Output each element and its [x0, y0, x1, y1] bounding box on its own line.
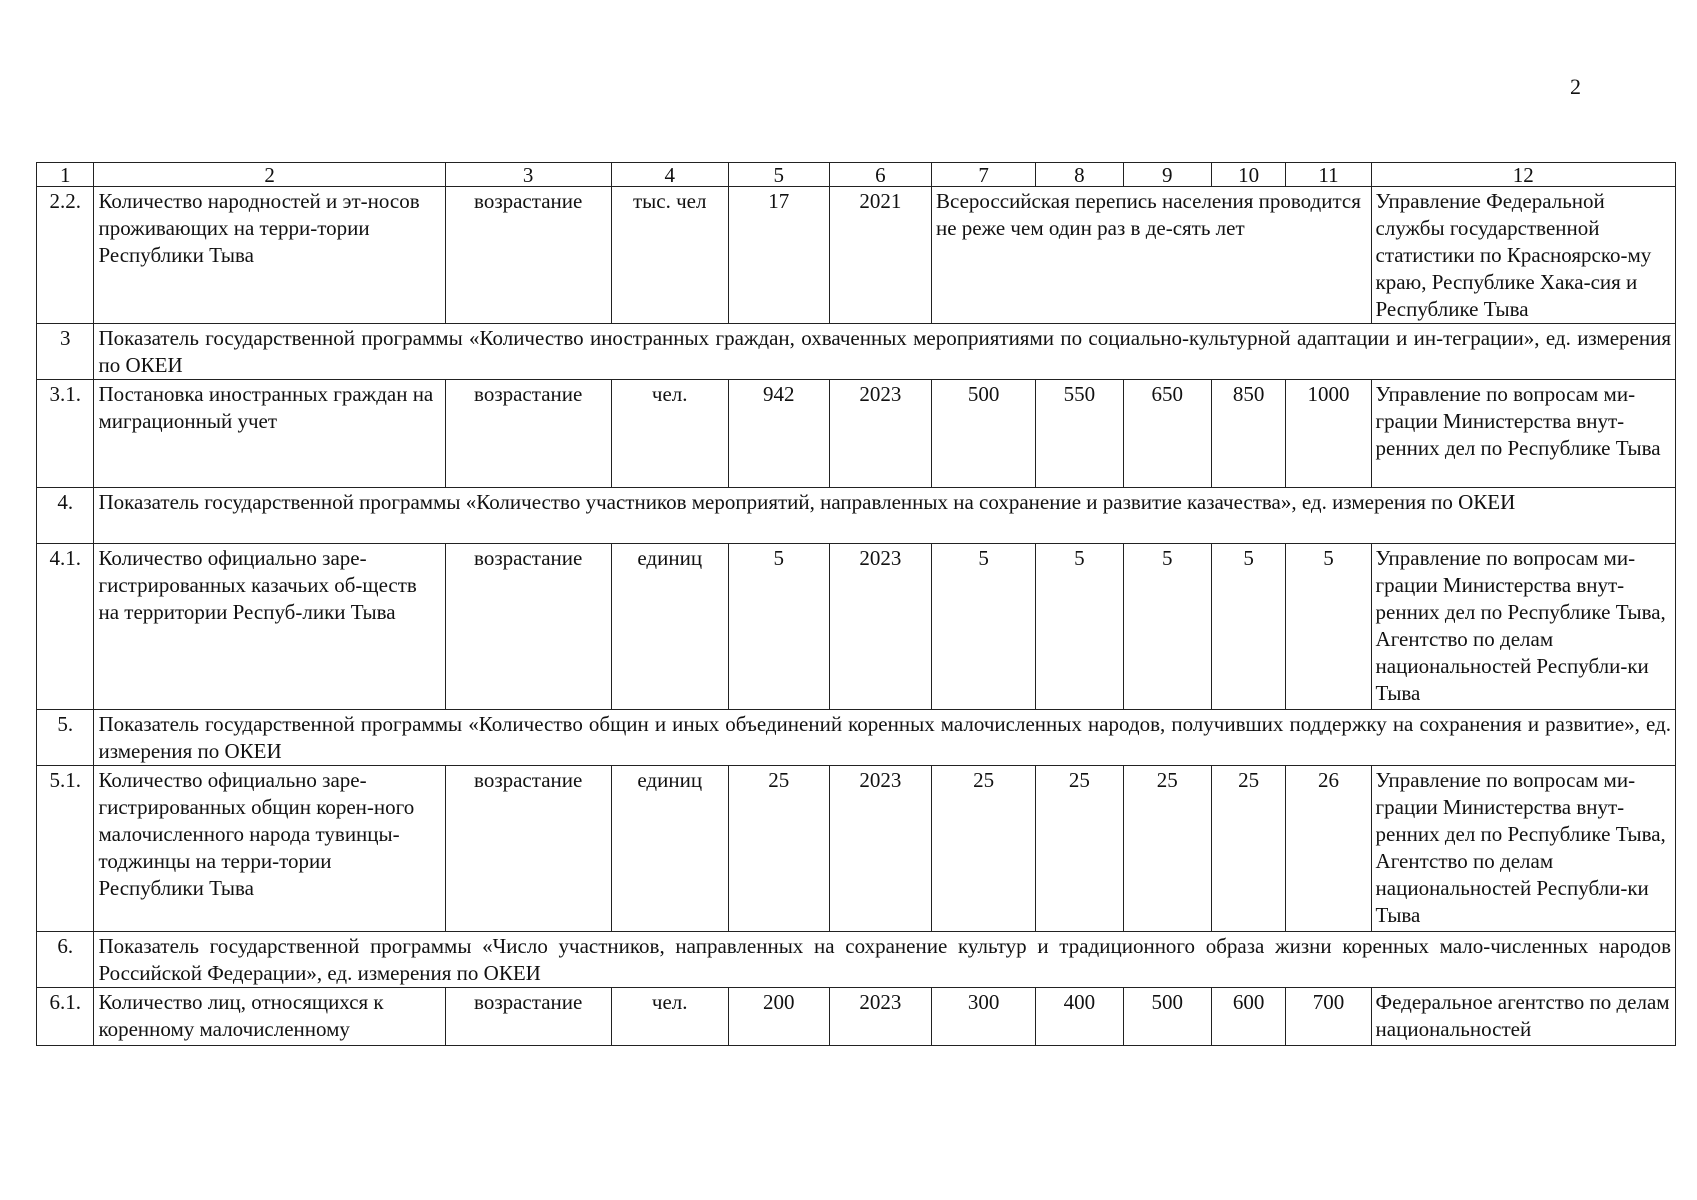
section-row	[37, 324, 1676, 380]
unit: чел.	[611, 988, 728, 1046]
value-col-8: 550	[1036, 380, 1123, 488]
section-title: Показатель государственной программы «Число участников, направленных на сохранение культур и традиционного образа жизни коренных мало-численных народов Российской Федерации», ед. измерения по ОКЕИ	[94, 932, 1676, 988]
indicator-name: Количество народностей и эт-носов проживающих на терри-тории Республики Тыва	[94, 187, 445, 324]
table-row	[37, 544, 1676, 710]
indicator-name: Количество лиц, относящихся к коренному малочисленному	[94, 988, 445, 1046]
value-col-10: 850	[1211, 380, 1286, 488]
value-col-11: 26	[1286, 766, 1371, 932]
responsible: Управление по вопросам ми-грации Министерства внут-ренних дел по Республике Тыва	[1371, 380, 1675, 488]
section-number: 5.	[37, 710, 94, 766]
unit: единиц	[611, 766, 728, 932]
value-col-7: 500	[932, 380, 1036, 488]
column-number: 2	[94, 163, 445, 187]
column-number: 11	[1286, 163, 1371, 187]
indicators-table	[36, 162, 1676, 1046]
section-row	[37, 932, 1676, 988]
table-row	[37, 766, 1676, 932]
column-number: 3	[445, 163, 611, 187]
responsible: Управление по вопросам ми-грации Министерства внут-ренних дел по Республике Тыва, Агентство по делам национальностей Республи-ки Тыва	[1371, 766, 1675, 932]
base-value: 25	[728, 766, 829, 932]
direction: возрастание	[445, 988, 611, 1046]
direction: возрастание	[445, 766, 611, 932]
column-number: 9	[1123, 163, 1211, 187]
value-col-9: 5	[1123, 544, 1211, 710]
section-title: Показатель государственной программы «Количество иностранных граждан, охваченных мероприятиями по социально-культурной адаптации и ин-теграции», ед. измерения по ОКЕИ	[94, 324, 1676, 380]
base-year: 2021	[829, 187, 931, 324]
indicator-name: Количество официально заре-гистрированных казачьих об-ществ на территории Респуб-лики Тыва	[94, 544, 445, 710]
column-number: 6	[829, 163, 931, 187]
section-number: 4.	[37, 488, 94, 544]
base-value: 200	[728, 988, 829, 1046]
value-col-9: 500	[1123, 988, 1211, 1046]
value-col-9: 650	[1123, 380, 1211, 488]
value-col-10: 600	[1211, 988, 1286, 1046]
value-col-11: 700	[1286, 988, 1371, 1046]
unit: тыс. чел	[611, 187, 728, 324]
section-number: 3	[37, 324, 94, 380]
value-col-9: 25	[1123, 766, 1211, 932]
row-number: 2.2.	[37, 187, 94, 324]
indicator-name: Количество официально заре-гистрированных общин корен-ного малочисленного народа тувинцы-тоджинцы на терри-тории Республики Тыва	[94, 766, 445, 932]
responsible: Управление по вопросам ми-грации Министерства внут-ренних дел по Республике Тыва, Агентство по делам национальностей Республи-ки Тыва	[1371, 544, 1675, 710]
column-number: 7	[932, 163, 1036, 187]
value-col-10: 5	[1211, 544, 1286, 710]
page-number: 2	[1570, 74, 1581, 99]
table-row	[37, 380, 1676, 488]
value-col-8: 5	[1036, 544, 1123, 710]
row-number: 5.1.	[37, 766, 94, 932]
column-number: 4	[611, 163, 728, 187]
row-number: 3.1.	[37, 380, 94, 488]
direction: возрастание	[445, 187, 611, 324]
table-row	[37, 988, 1676, 1046]
value-col-7: 300	[932, 988, 1036, 1046]
responsible: Федеральное агентство по делам национальностей	[1371, 988, 1675, 1046]
value-col-10: 25	[1211, 766, 1286, 932]
row-number: 4.1.	[37, 544, 94, 710]
section-row	[37, 710, 1676, 766]
column-number: 5	[728, 163, 829, 187]
column-number-row	[37, 163, 1676, 187]
section-number: 6.	[37, 932, 94, 988]
section-row	[37, 488, 1676, 544]
value-col-11: 1000	[1286, 380, 1371, 488]
column-number: 12	[1371, 163, 1675, 187]
merged-note: Всероссийская перепись населения проводится не реже чем один раз в де-сять лет	[932, 187, 1372, 324]
base-value: 942	[728, 380, 829, 488]
column-number: 1	[37, 163, 94, 187]
direction: возрастание	[445, 544, 611, 710]
table-row	[37, 187, 1676, 324]
value-col-8: 400	[1036, 988, 1123, 1046]
column-number: 10	[1211, 163, 1286, 187]
unit: единиц	[611, 544, 728, 710]
indicator-name: Постановка иностранных граждан на миграционный учет	[94, 380, 445, 488]
direction: возрастание	[445, 380, 611, 488]
base-year: 2023	[829, 766, 931, 932]
section-title: Показатель государственной программы «Количество общин и иных объединений коренных малочисленных народов, получивших поддержку на сохранения и развитие», ед. измерения по ОКЕИ	[94, 710, 1676, 766]
base-year: 2023	[829, 380, 931, 488]
base-year: 2023	[829, 544, 931, 710]
value-col-8: 25	[1036, 766, 1123, 932]
base-value: 17	[728, 187, 829, 324]
value-col-11: 5	[1286, 544, 1371, 710]
row-number: 6.1.	[37, 988, 94, 1046]
responsible: Управление Федеральной службы государственной статистики по Красноярско-му краю, Республике Хака-сия и Республике Тыва	[1371, 187, 1675, 324]
value-col-7: 5	[932, 544, 1036, 710]
section-title: Показатель государственной программы «Количество участников мероприятий, направленных на сохранение и развитие казачества», ед. измерения по ОКЕИ	[94, 488, 1676, 544]
column-number: 8	[1036, 163, 1123, 187]
base-year: 2023	[829, 988, 931, 1046]
unit: чел.	[611, 380, 728, 488]
value-col-7: 25	[932, 766, 1036, 932]
base-value: 5	[728, 544, 829, 710]
